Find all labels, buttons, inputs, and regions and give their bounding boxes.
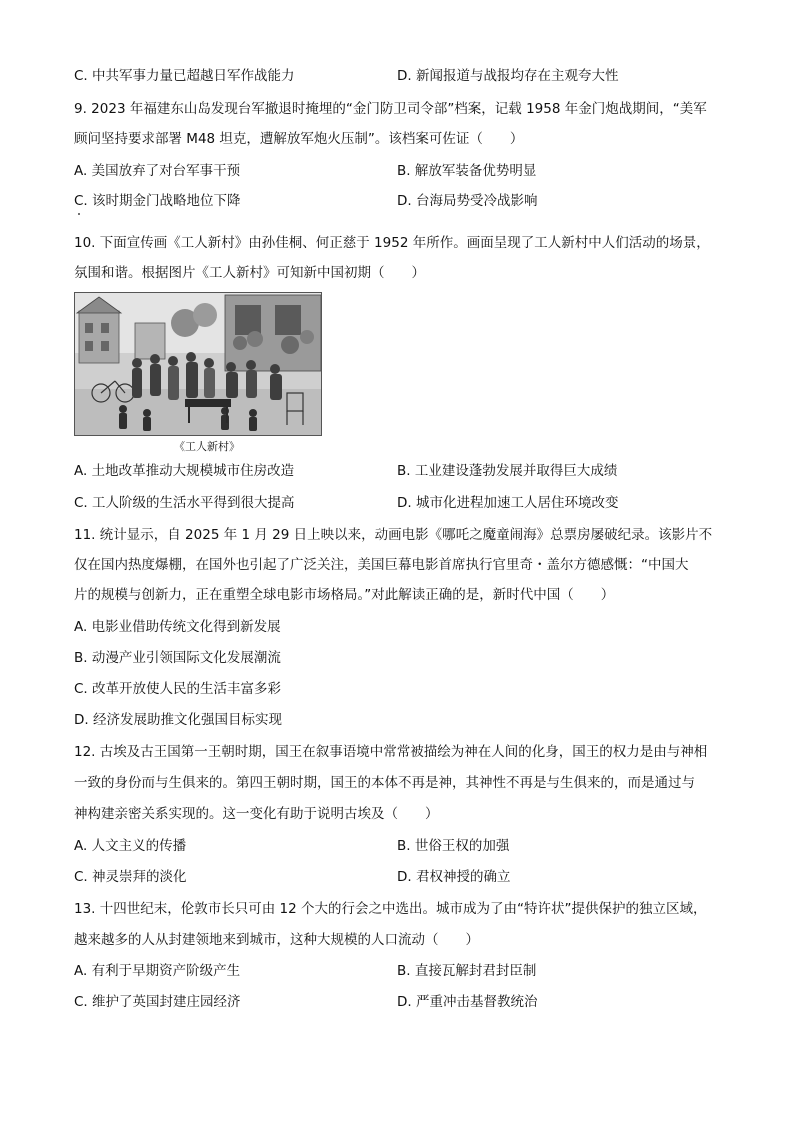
q12-option-c: C. 神灵崇拜的淡化	[74, 869, 187, 885]
q13-stem-line-2: 越来越多的人从封建领地来到城市，这种大规模的人口流动（ ）	[74, 932, 479, 948]
q12-option-a: A. 人文主义的传播	[74, 838, 187, 854]
q12-stem-line-2: 一致的身份而与生俱来的。第四王朝时期，国王的本体不再是神，其神性不再是与生俱来的，而是通过与	[74, 775, 695, 791]
q12-stem-line-3: 神构建亲密关系实现的。这一变化有助于说明古埃及（ ）	[74, 806, 439, 822]
q10-option-c: C. 工人阶级的生活水平得到很大提高	[74, 495, 295, 511]
q12-option-d: D. 君权神授的确立	[397, 869, 511, 885]
q10-stem-line-2: 氛围和谐。根据图片《工人新村》可知新中国初期（ ）	[74, 265, 425, 281]
q8-option-c: C. 中共军事力量已超越日军作战能力	[74, 68, 295, 84]
propaganda-illustration	[75, 293, 321, 435]
q9-stem-line-1: 9. 2023 年福建东山岛发现台军撤退时掩埋的“金门防卫司令部”档案，记载 1958 年金门炮战期间，“美军	[74, 101, 707, 117]
q11-option-a: A. 电影业借助传统文化得到新发展	[74, 619, 281, 635]
q13-stem-line-1: 13. 十四世纪末，伦敦市长只可由 12 个大的行会之中选出。城市成为了由“特许状”提供保护的独立区域，	[74, 901, 707, 917]
q9-option-b: B. 解放军装备优势明显	[397, 163, 537, 179]
q13-option-b: B. 直接瓦解封君封臣制	[397, 963, 537, 979]
q11-option-b: B. 动漫产业引领国际文化发展潮流	[74, 650, 281, 666]
q10-option-d: D. 城市化进程加速工人居住环境改变	[397, 495, 619, 511]
q11-option-c: C. 改革开放使人民的生活丰富多彩	[74, 681, 282, 697]
q11-stem-line-2: 仅在国内热度爆棚，在国外也引起了广泛关注，美国巨幕电影首席执行官里奇・盖尔方德感慨：“中国大	[74, 557, 689, 573]
q9-option-d: D. 台海局势受冷战影响	[397, 193, 538, 209]
q13-option-c: C. 维护了英国封建庄园经济	[74, 994, 241, 1010]
q11-stem-line-1: 11. 统计显示，自 2025 年 1 月 29 日上映以来，动画电影《哪吒之魔童闹海》总票房屡破纪录。该影片不	[74, 527, 713, 543]
q11-stem-line-3: 片的规模与创新力，正在重塑全球电影市场格局。”对此解读正确的是，新时代中国（ ）	[74, 587, 615, 603]
q12-stem-line-1: 12. 古埃及古王国第一王朝时期，国王在叙事语境中常常被描绘为神在人间的化身，国王的权力是由与神相	[74, 744, 708, 760]
q9-stem-line-2: 顾问坚持要求部署 M48 坦克，遭解放军炮火压制”。该档案可佐证（ ）	[74, 131, 524, 147]
q10-stem-line-1: 10. 下面宣传画《工人新村》由孙佳桐、何正慈于 1952 年所作。画面呈现了工人新村中人们活动的场景，	[74, 235, 710, 251]
q13-option-d: D. 严重冲击基督教统治	[397, 994, 538, 1010]
q10-option-a: A. 土地改革推动大规模城市住房改造	[74, 463, 295, 479]
q11-option-d: D. 经济发展助推文化强国目标实现	[74, 712, 282, 728]
q9-option-a: A. 美国放弃了对台军事干预	[74, 163, 241, 179]
q10-option-b: B. 工业建设蓬勃发展并取得巨大成绩	[397, 463, 618, 479]
q9-option-c: C. 该时期金门战略地位下降	[74, 193, 241, 209]
worker-village-propaganda-image	[74, 292, 322, 436]
q12-option-b: B. 世俗王权的加强	[397, 838, 510, 854]
q8-option-d: D. 新闻报道与战报均存在主观夸大性	[397, 68, 619, 84]
q13-option-a: A. 有利于早期资产阶级产生	[74, 963, 241, 979]
figure-caption: 《工人新村》	[174, 440, 240, 453]
stray-dot	[78, 213, 80, 215]
